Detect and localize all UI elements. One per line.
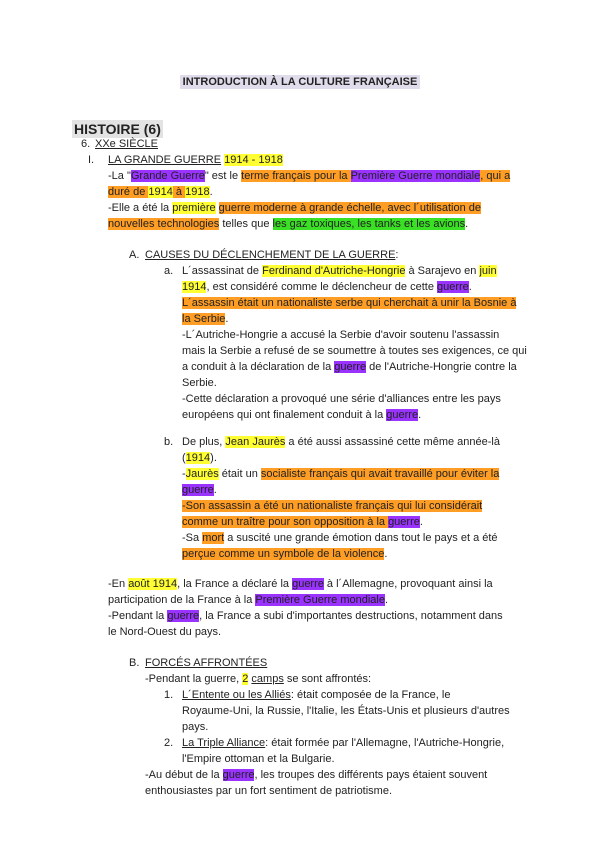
paragraph-line: (1914). (182, 452, 217, 464)
paragraph-line: -La "Grande Guerre" est le terme français pour la Première Guerre mondiale, qui a (108, 170, 511, 182)
paragraph-line: -Cette déclaration a provoqué une série d'alliances entre les pays (182, 393, 501, 405)
item-letter: b. (164, 436, 174, 448)
paragraph-line: -Son assassin a été un nationaliste français qui lui considérait (182, 500, 483, 512)
paragraph-line: a conduit à la déclaration de la guerre de l'Autriche-Hongrie contre la (182, 361, 517, 373)
paragraph-line: -L´Autriche-Hongrie a accusé la Serbie d'avoir soutenu l'assassin (182, 329, 500, 341)
subsection-number: 6. (81, 138, 91, 150)
paragraph-line: perçue comme un symbole de la violence. (182, 548, 388, 560)
list-item: L´Entente ou les Alliés: était composée de la France, le (182, 689, 451, 701)
list-number: 2. (164, 737, 174, 749)
paragraph-line: -Pendant la guerre, la France a subi d'importantes destructions, notamment dans (108, 610, 503, 622)
paragraph-line: -Jaurès était un socialiste français qui avait travaillé pour éviter la (182, 468, 500, 480)
paragraph-line: mais la Serbie a refusé de se soumettre à toutes ses exigences, ce qui (182, 345, 527, 357)
page-title: INTRODUCTION À LA CULTURE FRANÇAISE (0, 76, 600, 88)
paragraph-line: européens qui ont finalement conduit à la guerre. (182, 409, 422, 421)
list-item: La Triple Alliance: était formée par l'Allemagne, l'Autriche-Hongrie, (182, 737, 505, 749)
paragraph-line: -Pendant la guerre, 2 camps se sont affrontés: (145, 673, 372, 685)
paragraph-line: duré de 1914 à 1918. (108, 186, 213, 198)
list-item: pays. (182, 721, 209, 733)
part-number: I. (88, 154, 95, 166)
item-letter: a. (164, 265, 174, 277)
subpart-heading: FORCÉS AFFRONTÉES (145, 657, 268, 669)
paragraph-line: 1914, est considéré comme le déclencheur de cette guerre. (182, 281, 472, 293)
paragraph-line: -En août 1914, la France a déclaré la guerre à l´Allemagne, provoquant ainsi la (108, 578, 493, 590)
paragraph-line: enthousiastes par un fort sentiment de patriotisme. (145, 785, 393, 797)
paragraph-line: participation de la France à la Première Guerre mondiale. (108, 594, 389, 606)
paragraph-line: -Elle a été la première guerre moderne à grande échelle, avec l´utilisation de (108, 202, 481, 214)
paragraph-line: guerre. (182, 484, 217, 496)
paragraph-line: Serbie. (182, 377, 217, 389)
paragraph-line: L´assassin était un nationaliste serbe qui cherchait à unir la Bosnie à (182, 297, 517, 309)
section-heading: HISTOIRE (6) (74, 121, 161, 137)
paragraph-line: le Nord-Ouest du pays. (108, 626, 222, 638)
paragraph-line: De plus, Jean Jaurès a été aussi assassiné cette même année-là (182, 436, 500, 448)
part-heading: LA GRANDE GUERRE 1914 - 1918 (108, 154, 283, 166)
list-item: Royaume-Uni, la Russie, l'Italie, les États-Unis et plusieurs d'autres (182, 705, 510, 717)
subpart-heading: CAUSES DU DÉCLENCHEMENT DE LA GUERRE: (145, 249, 399, 261)
list-number: 1. (164, 689, 174, 701)
paragraph-line: la Serbie. (182, 313, 229, 325)
subpart-number: B. (129, 657, 140, 669)
paragraph-line: -Sa mort a suscité une grande émotion dans tout le pays et a été (182, 532, 498, 544)
subsection-title: XXe SIÈCLE (95, 138, 158, 150)
paragraph-line: -Au début de la guerre, les troupes des différents pays étaient souvent (145, 769, 488, 781)
paragraph-line: comme un traître pour son opposition à la guerre. (182, 516, 423, 528)
list-item: l'Empire ottoman et la Bulgarie. (182, 753, 335, 765)
subpart-number: A. (129, 249, 140, 261)
paragraph-line: nouvelles technologies telles que les gaz toxiques, les tanks et les avions. (108, 218, 469, 230)
paragraph-line: L´assassinat de Ferdinand d'Autriche-Hongrie à Sarajevo en juin (182, 265, 497, 277)
